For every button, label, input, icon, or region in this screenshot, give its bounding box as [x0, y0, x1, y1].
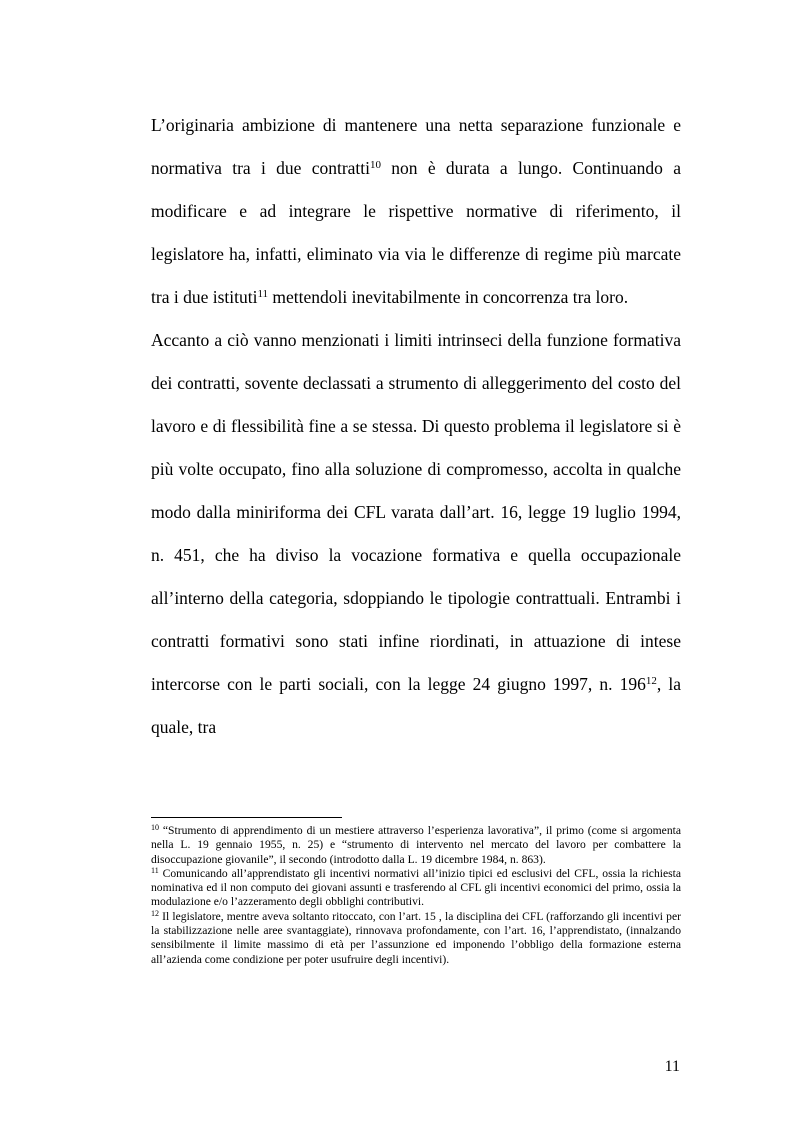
footnote-10 — [151, 824, 681, 867]
footnote-number: 11 — [151, 865, 159, 875]
footnote-ref-12[interactable]: 12 — [645, 675, 657, 687]
footnote-number: 12 — [151, 908, 159, 918]
footnote-separator — [151, 817, 342, 818]
footnote-text: Comunicando all’apprendistato gli incentivi normativi all’inizio tipici ed esclusivi del CFL, ossia la richiesta nominativa ed il non computo dei giovani assunti e trasferendo al CFL gli incentivi economici del primo, ossia la modulazione e/o l’azzeramento degli obblighi contributivi. — [151, 866, 681, 909]
paragraph-1 — [151, 104, 681, 319]
paragraph-1-text-c: mettendoli inevitabilmente in concorrenza tra loro. — [268, 287, 629, 307]
footnote-number: 10 — [151, 823, 159, 832]
footnote-text: “Strumento di apprendimento di un mestiere attraverso l’esperienza lavorativa”, il primo (come si argomenta nella L. 19 gennaio 1955, n. 25) e “strumento di intervento nel mercato del lavoro per combattere la disoccupazione giovanile”, il secondo (introdotto dalla L. 19 dicembre 1984, n. 863). — [151, 824, 681, 866]
footnote-ref-11[interactable]: 11 — [257, 288, 269, 300]
paragraph-2 — [151, 319, 681, 749]
body-text — [151, 104, 681, 749]
paragraph-1-text-a: L’originaria ambizione di mantenere una netta separazione funzionale e normativa tra i due contratti — [151, 115, 681, 178]
footnotes — [151, 824, 681, 967]
footnote-ref-10[interactable]: 10 — [370, 159, 382, 171]
footnote-text: Il legislatore, mentre aveva soltanto ritoccato, con l’art. 15 , la disciplina dei CFL (rafforzando gli incentivi per la stabilizzazione nelle aree svantaggiate), rinnovava profondamente, con l’art. 16, l’apprendistato, (innalzando sensibilmente il limite massimo di età per l’assunzione ed imponendo l’obbligo della formazione esterna all’azienda come condizione per poter usufruire degli incentivi). — [151, 909, 681, 966]
footnote-12 — [151, 910, 681, 967]
page-number: 11 — [664, 1058, 680, 1075]
paragraph-1-text-b: non è durata a lungo. Continuando a modificare e ad integrare le rispettive normative di riferimento, il legislatore ha, infatti, eliminato via via le differenze di regime più marcate tra i due istituti — [151, 158, 681, 307]
paragraph-2-text-a: Accanto a ciò vanno menzionati i limiti intrinseci della funzione formativa dei contratti, sovente declassati a strumento di alleggerimento del costo del lavoro e di flessibilità fine a se stessa. Di questo problema il legislatore si è più volte occupato, fino alla soluzione di compromesso, accolta in qualche modo dalla miniriforma dei CFL varata dall’art. 16, legge 19 luglio 1994, n. 451, che ha diviso la vocazione formativa e quella occupazionale all’interno della categoria, sdoppiando le tipologie contrattuali. Entrambi i contratti formativi sono stati infine riordinati, in attuazione di intese intercorse con le parti sociali, con la legge 24 giugno 1997, n. 196 — [151, 330, 681, 694]
footnote-11 — [151, 867, 681, 910]
paragraph-2-text-b: , la quale, tra — [151, 674, 681, 737]
